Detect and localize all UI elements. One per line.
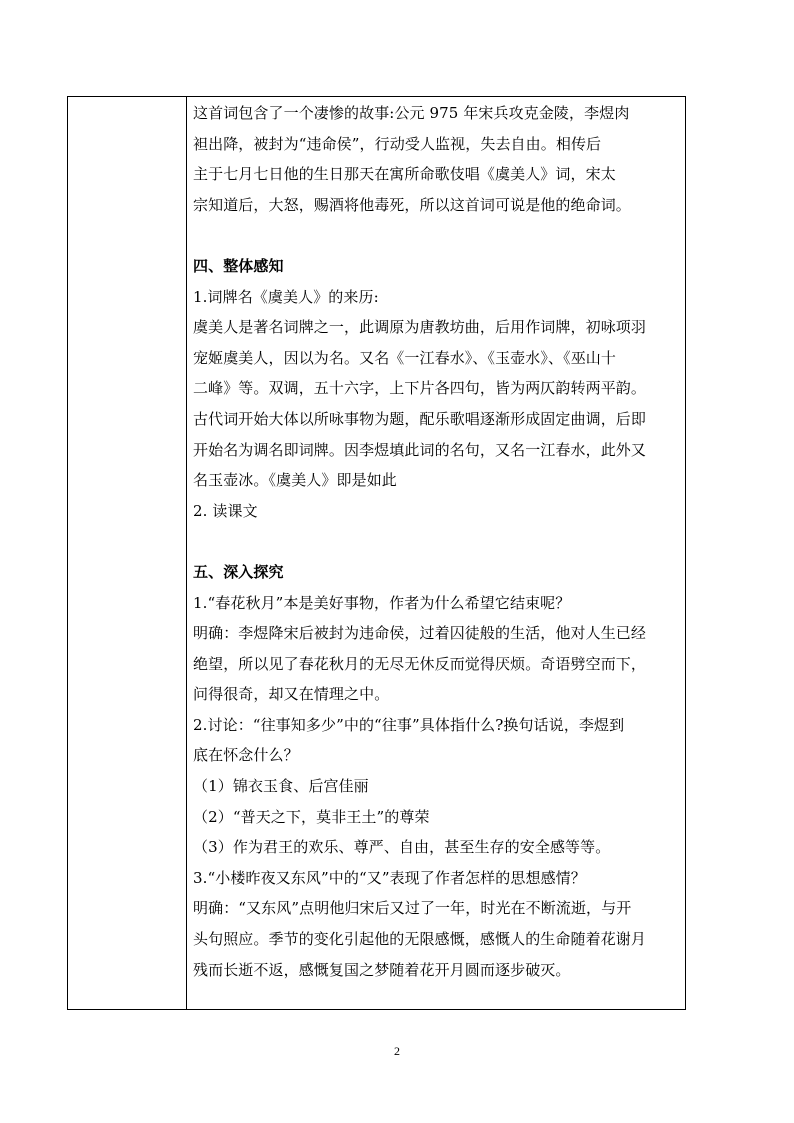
section5-line: 问得很奇，却又在情理之中。	[193, 685, 390, 704]
intro-line: 宗知道后，大怒，赐酒将他毒死，所以这首词可说是他的绝命词。	[193, 195, 631, 214]
section4-line: 名玉壶冰。《虞美人》即是如此	[193, 471, 397, 490]
section5-line: 3.“小楼昨夜又东风”中的“又”表现了作者怎样的思想感情？	[193, 868, 586, 887]
section5-line: 明确：“又东风”点明他归宋后又过了一年，时光在不断流逝，与开	[193, 899, 632, 918]
section-heading-deep-inquiry: 五、深入探究	[193, 562, 284, 581]
section4-line: 1.词牌名《虞美人》的来历:	[193, 287, 379, 306]
section5-line: 明确：李煜降宋后被封为违命侯，过着囚徒般的生活，他对人生已经	[193, 624, 647, 643]
section5-line: 底在怀念什么？	[193, 746, 299, 765]
section5-line: 1.“春花秋月”本是美好事物，作者为什么希望它结束呢？	[193, 593, 571, 612]
table-content-cell	[193, 98, 683, 985]
section5-line: （1）锦衣玉食、后宫佳丽	[193, 777, 369, 796]
table-column-divider	[186, 96, 187, 1010]
intro-line: 这首词包含了一个凄惨的故事:公元 975 年宋兵攻克金陵，李煜肉	[193, 104, 630, 122]
intro-line: 袒出降，被封为“违命侯”，行动受人监视，失去自由。相传后	[193, 134, 602, 153]
section-heading-overall-perception: 四、整体感知	[193, 256, 284, 275]
intro-line: 主于七月七日他的生日那天在寓所命歌伎唱《虞美人》词，宋太	[193, 165, 616, 184]
section5-line: 残而长逝不返，感慨复国之梦随着花开月圆而逐步破灭。	[193, 960, 571, 979]
section5-line: （3）作为君王的欢乐、尊严、自由，甚至生存的安全感等等。	[193, 838, 611, 857]
section4-line: 2. 读课文	[193, 501, 258, 520]
section4-line: 宠姬虞美人，因以为名。又名《一江春水》、《玉壶水》、《巫山十	[193, 348, 617, 367]
section4-line: 虞美人是著名词牌之一，此调原为唐教坊曲，后用作词牌，初咏项羽	[193, 318, 647, 337]
section5-line: （2）“普天之下，莫非王土”的尊荣	[193, 807, 430, 826]
section4-line: 古代词开始大体以所咏事物为题，配乐歌唱逐渐形成固定曲调，后即	[193, 409, 647, 428]
section4-line: 开始名为调名即词牌。因李煜填此词的名句，又名一江春水，此外又	[193, 440, 647, 459]
blank-line	[193, 220, 683, 251]
section5-line: 2.讨论：“往事知多少”中的“往事”具体指什么?换句话说，李煜到	[193, 715, 625, 734]
section5-line: 头句照应。季节的变化引起他的无限感慨，感慨人的生命随着花谢月	[193, 930, 647, 949]
blank-line	[193, 526, 683, 557]
section4-line: 二峰》等。双调，五十六字，上下片各四句，皆为两仄韵转两平韵。	[193, 379, 647, 398]
section5-line: 绝望，所以见了春花秋月的无尽无休反而觉得厌烦。奇语劈空而下，	[193, 654, 647, 673]
page-number: 2	[394, 1044, 400, 1058]
